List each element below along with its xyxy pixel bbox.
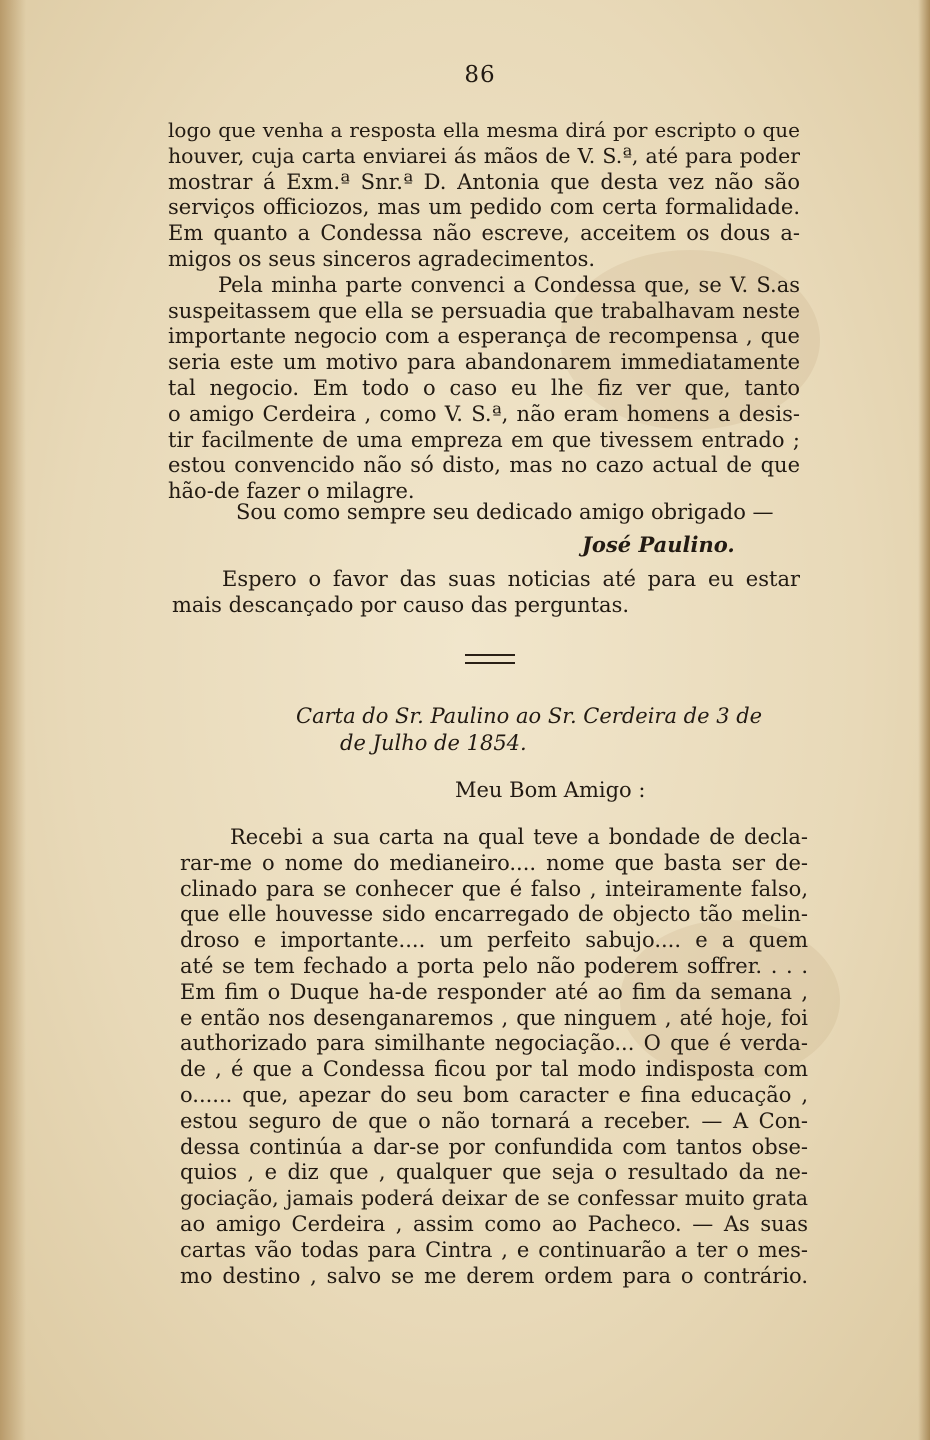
heading-line: Carta do Sr. Paulino ao Sr. Cerdeira de 3 de: [296, 704, 763, 728]
text-line: cartas vão todas para Cintra , e continuarão a ter o mes-: [180, 1237, 808, 1262]
text-line: quios , e diz que , qualquer que seja o resultado da ne-: [180, 1160, 808, 1185]
letter-heading: [296, 703, 804, 757]
text-line: ao amigo Cerdeira , assim como ao Pacheco. — As suas: [180, 1211, 808, 1236]
text-line: Pela minha parte convenci a Condessa que, se V. S.as: [218, 272, 800, 297]
text-line: Recebi a sua carta na qual teve a bondade de decla-: [230, 825, 808, 849]
text-line: dessa continúa a dar-se por confundida com tantos obse-: [180, 1134, 808, 1159]
postscript: [172, 567, 800, 619]
text-line: que elle houvesse sido encarregado de objecto tão melin-: [180, 902, 808, 927]
text-line: mostrar á Exm.ª Snr.ª D. Antonia que desta vez não são: [168, 169, 800, 194]
text-line: Em quanto a Condessa não escreve, acceitem os dous a-: [168, 221, 800, 246]
heading-line: de Julho de 1854.: [340, 731, 527, 755]
text-line: logo que venha a resposta ella mesma dirá por escripto o que: [168, 118, 800, 142]
text-line: migos os seus sinceros agradecimentos.: [168, 246, 596, 271]
text-line: importante negocio com a esperança de recompensa , que: [168, 324, 800, 349]
page-number: 86: [464, 62, 496, 88]
text-line: serviços officiozos, mas um pedido com certa formalidade.: [168, 195, 800, 220]
text-line: até se tem fechado a porta pelo não poderem soffrer. . . .: [180, 953, 808, 978]
text-line: Em fim o Duque ha-de responder até ao fim da semana ,: [180, 979, 808, 1004]
page-right-edge-shadow: [918, 0, 930, 1440]
text-line: mo destino , salvo se me derem ordem para o contrário.: [180, 1263, 808, 1288]
text-line: tir facilmente de uma empreza em que tivessem entrado ;: [168, 427, 800, 452]
letter-body: [180, 825, 808, 1289]
text-line: houver, cuja carta enviarei ás mãos de V. S.ª, até para poder: [168, 143, 800, 168]
signature: José Paulino.: [582, 532, 735, 557]
text-line: Espero o favor das suas noticias até para eu estar: [222, 567, 800, 591]
text-line: clinado para se conhecer que é falso , inteiramente falso,: [180, 876, 808, 901]
letter-body-continued: [168, 118, 800, 505]
text-line: o amigo Cerdeira , como V. S.ª, não eram homens a desis-: [168, 401, 800, 426]
salutation: Meu Bom Amigo :: [455, 778, 646, 802]
text-line: authorizado para similhante negociação... O que é verda-: [180, 1031, 808, 1056]
text-line: droso e importante.... um perfeito sabujo.... e a quem: [180, 928, 808, 953]
text-line: gociação, jamais poderá deixar de se confessar muito grata: [180, 1186, 808, 1211]
text-line: mais descançado por causo das perguntas.: [172, 592, 630, 617]
text-line: o...... que, apezar do seu bom caracter e fina educação ,: [180, 1082, 808, 1107]
text-line: de , é que a Condessa ficou por tal modo indisposta com: [180, 1057, 808, 1082]
closing-line: Sou como sempre seu dedicado amigo obrigado —: [236, 500, 774, 524]
text-line: estou seguro de que o não tornará a receber. — A Con-: [180, 1108, 808, 1133]
text-line: tal negocio. Em todo o caso eu lhe fiz ver que, tanto: [168, 375, 800, 400]
text-line: estou convencido não só disto, mas no cazo actual de que: [168, 453, 800, 478]
text-line: hão-de fazer o milagre.: [168, 479, 415, 504]
section-separator: [465, 654, 515, 664]
text-line: seria este um motivo para abandonarem immediatamente: [168, 350, 800, 375]
page-left-edge-shadow: [0, 0, 26, 1440]
text-line: suspeitassem que ella se persuadia que trabalhavam neste: [168, 298, 800, 323]
text-line: rar-me o nome do medianeiro.... nome que basta ser de-: [180, 850, 808, 875]
text-line: e então nos desenganaremos , que ninguem , até hoje, foi: [180, 1005, 808, 1030]
